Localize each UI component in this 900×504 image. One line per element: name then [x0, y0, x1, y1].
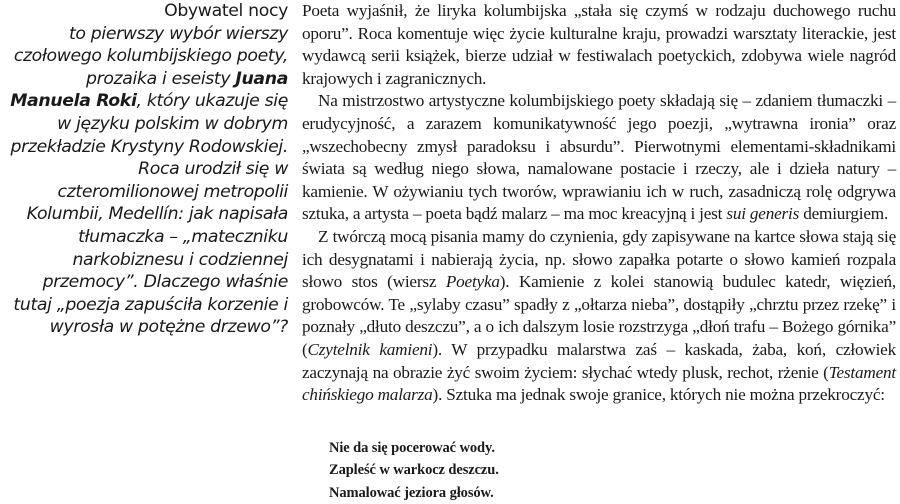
poem-line: Namalować jeziora głosów. — [329, 484, 494, 501]
poem-title-poetyka: Poetyka — [445, 272, 500, 292]
book-title: Obywatel nocy — [164, 1, 288, 21]
poem-line: Nie da się pocerować wody. — [329, 440, 495, 456]
paragraph-3-text-a: Z twórczą mocą pisania mamy do czynienia, gdy zapisywane na kartce słowa stają się ich desygnatami i nabierają życia, np. słowo zapałka potarte o słowo kamień rozpala słowo stos (wiersz — [302, 226, 896, 292]
poem-line: Zapleść w warkocz deszczu. — [329, 462, 499, 479]
paragraph-1: Poeta wyjaśnił, że liryka kolumbijska „stała się czymś w rodzaju duchowego ruchu oporu”. Roca komentuje więc życie kulturalne kraju, prowadzi warsztaty literackie, jest wydawcą serii książek, bierze udział w festiwalach poetyckich, zdobywa wiele nagród krajowych i zagranicznych. — [302, 1, 896, 88]
paragraph-3-text-c: ). W przypadku malarstwa zaś – kaskada, żaba, koń, człowiek zaczynają na obrazie żyć swoim życiem: słychać wtedy plusk, rechot, rżenie ( — [302, 339, 897, 382]
lede-text-a: to pierwszy wybór wierszy czołowego kolumbijskiego poety, prozaika i eseisty — [13, 23, 288, 89]
author-name: Juana Manuela Roki — [10, 68, 288, 112]
paragraph-3-text-d: ). Sztuka ma jednak swoje granice, których nie można przekroczyć: — [432, 385, 885, 405]
lede-text-b: , który ukazuje się w języku polskim w dobrym przekładzie Krystyny Rodowskiej. Roca urodził się w czteromilionowej metropolii Kolumbii, Medellín: jak napisała tłumaczka – „mateczniku narkobiznesu i codziennej przemocy”. Dlaczego właśnie tutaj „poezja zapuściła korzenie i wyrosła w potężne drzewo”? — [10, 91, 288, 338]
article-body — [302, 0, 896, 407]
paragraph-3-text-b: ). Kamienie z kolei stanowią budulec katedr, więzień, grobowców. Te „sylaby czasu” spadły z „ołtarza nieba”, dostąpiły „chrztu przez rzekę” i poznały „dłuto deszczu”, a o ich dalszym losie rozstrzyga „dłoń trafu – Bożego górnika” ( — [302, 272, 896, 359]
paragraph-3 — [302, 226, 896, 407]
paragraph-2-text-a: Na mistrzostwo artystyczne kolumbijskiego poety składają się – zdaniem tłumaczki – erudycyjność, a zarazem komunikatywność jego poezji, „wytrawna ironia” oraz „wszechobecny zmysł paradoksu i absurdu”. Pierwotnymi elementami-składnikami świata są według niego słowa, namalowane postacie i rzeczy, ale i dzieła natury – kamienie. W ożywianiu tych tworów, wprawianiu ich w ruch, zasadniczą rolę odgrywa sztuka, a artysta – poeta bądź malarz – ma moc kreacyjną i jest — [302, 91, 896, 224]
poem-quote — [329, 437, 499, 504]
poem-title-czytelnik-kamieni: Czytelnik kamieni — [307, 339, 433, 359]
paragraph-2-text-b: demiurgiem. — [799, 204, 889, 224]
sidebar-lede — [0, 0, 288, 339]
latin-phrase: sui generis — [726, 204, 800, 224]
poem-title-testament: Testament chińskiego malarza — [302, 362, 896, 405]
paragraph-2 — [302, 90, 896, 226]
